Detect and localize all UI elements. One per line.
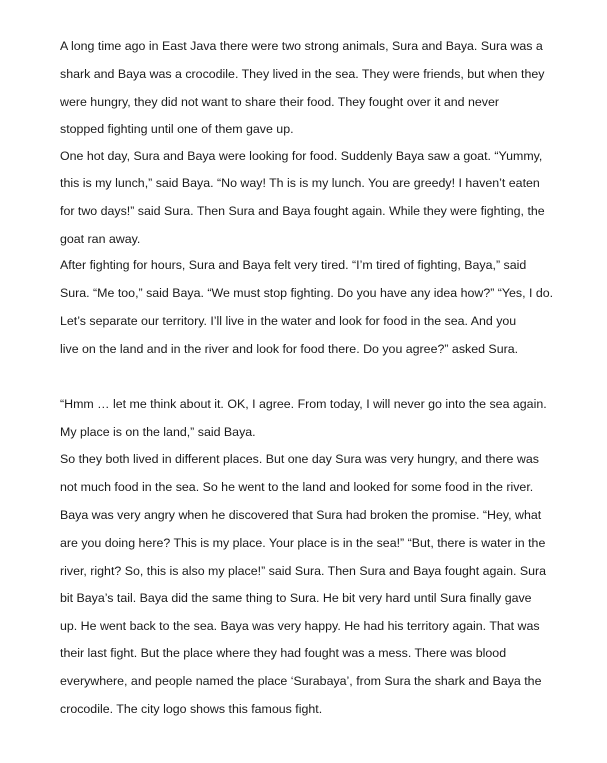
text-line: bit Baya’s tail. Baya did the same thing to Sura. He bit very hard until Sura finally gave xyxy=(60,591,532,605)
text-line: My place is on the land,” said Baya. xyxy=(60,425,256,439)
text-line: “Hmm … let me think about it. OK, I agree. From today, I will never go into the sea again. xyxy=(60,397,547,411)
text-line: up. He went back to the sea. Baya was very happy. He had his territory again. That was xyxy=(60,619,540,633)
text-line: stopped fighting until one of them gave up. xyxy=(60,122,294,136)
text-line: So they both lived in different places. But one day Sura was very hungry, and there was xyxy=(60,452,539,466)
text-line: for two days!” said Sura. Then Sura and Baya fought again. While they were fighting, the xyxy=(60,204,545,218)
text-line: everywhere, and people named the place ‘Surabaya’, from Sura the shark and Baya the xyxy=(60,674,542,688)
text-line: goat ran away. xyxy=(60,232,141,246)
text-line: Sura. “Me too,” said Baya. “We must stop fighting. Do you have any idea how?” “Yes, I do. xyxy=(60,286,554,300)
text-line: are you doing here? This is my place. Your place is in the sea!” “But, there is water in the xyxy=(60,536,546,550)
text-line: not much food in the sea. So he went to the land and looked for some food in the river. xyxy=(60,480,534,494)
text-line: shark and Baya was a crocodile. They lived in the sea. They were friends, but when they xyxy=(60,67,545,81)
text-line: After fighting for hours, Sura and Baya felt very tired. “I’m tired of fighting, Baya,” said xyxy=(60,258,527,272)
text-line: A long time ago in East Java there were two strong animals, Sura and Baya. Sura was a xyxy=(60,39,543,53)
text-line: Baya was very angry when he discovered that Sura had broken the promise. “Hey, what xyxy=(60,508,542,522)
text-line: live on the land and in the river and look for food there. Do you agree?” asked Sura. xyxy=(60,342,519,356)
text-line: were hungry, they did not want to share their food. They fought over it and never xyxy=(60,95,499,109)
text-line: crocodile. The city logo shows this famous fight. xyxy=(60,702,323,716)
text-line: this is my lunch,” said Baya. “No way! Th is is my lunch. You are greedy! I haven’t eaten xyxy=(60,176,540,190)
text-line: their last fight. But the place where they had fought was a mess. There was blood xyxy=(60,646,507,660)
text-line: Let’s separate our territory. I’ll live in the water and look for food in the sea. And you xyxy=(60,314,517,328)
text-line: One hot day, Sura and Baya were looking for food. Suddenly Baya saw a goat. “Yummy, xyxy=(60,149,543,163)
text-line: river, right? So, this is also my place!” said Sura. Then Sura and Baya fought again. Sura xyxy=(60,564,547,578)
